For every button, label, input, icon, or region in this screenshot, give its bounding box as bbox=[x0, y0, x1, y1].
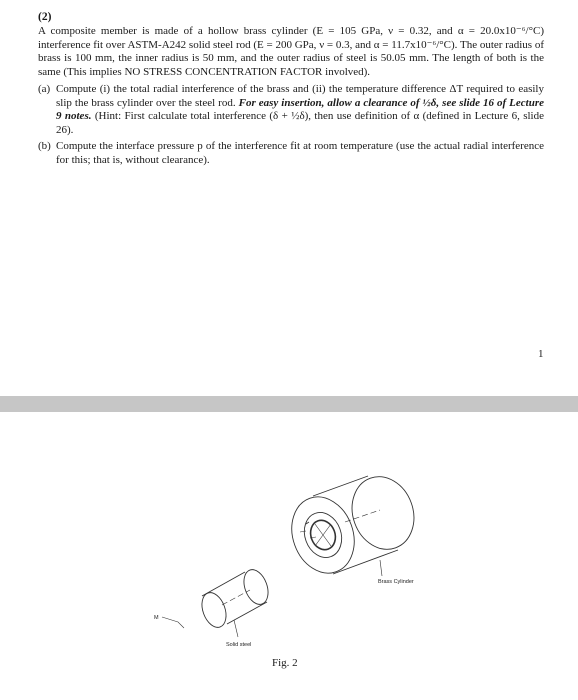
brass-cylinder-label: Brass Cylinder bbox=[378, 579, 414, 585]
part-b-text: Compute the interface pressure p of the interference fit at room temperature (use the actual radial interference for this; that is, without clearance). bbox=[56, 140, 544, 166]
axis-leader-line bbox=[162, 617, 184, 628]
problem-statement: A composite member is made of a hollow brass cylinder (E = 105 GPa, ν = 0.32, and α = 20.0x10⁻⁶/°C) interference fit over ASTM-A242 solid steel rod (E = 200 GPa, ν = 0.3, and α = 11.7x10⁻⁶/°C). The outer radius of brass is 100 mm, the inner radius is 50 mm, and the outer radius of steel is 50.05 mm. The length of both is the same (This implies NO STRESS CONCENTRATION FACTOR involved). bbox=[38, 25, 544, 78]
axis-label: M bbox=[154, 615, 159, 621]
solid-steel-label: Solid steel bbox=[226, 642, 252, 648]
page-separator bbox=[0, 396, 578, 412]
part-b-label: (b) bbox=[38, 140, 51, 152]
brass-leader-line bbox=[380, 560, 382, 576]
brass-centerline bbox=[345, 510, 380, 522]
page-2 bbox=[0, 412, 578, 700]
steel-rod-centerline bbox=[222, 590, 250, 605]
part-a bbox=[38, 83, 544, 137]
part-a-emphasis: For easy insertion, allow a clearance of ½δ, see slide 16 of Lecture 9 notes. bbox=[56, 96, 544, 123]
page-number: 1 bbox=[538, 348, 544, 360]
composite-cylinder-figure bbox=[150, 472, 440, 662]
part-a-text: Compute (i) the total radial interference of the brass and (ii) the temperature difference ΔT required to easily slip the brass cylinder over the steel rod. For easy insertion, allow a clearance of ½δ, see slide 16 of Lecture 9 notes. (Hint: First calculate total interference (δ + ½δ), then use definition of α (defined in Lecture 6, slide 26). bbox=[56, 83, 544, 136]
steel-leader-line bbox=[234, 620, 238, 637]
figure-caption: Fig. 2 bbox=[272, 657, 298, 669]
part-a-label: (a) bbox=[38, 83, 51, 95]
question-number: (2) bbox=[38, 11, 52, 23]
part-b bbox=[38, 140, 544, 167]
